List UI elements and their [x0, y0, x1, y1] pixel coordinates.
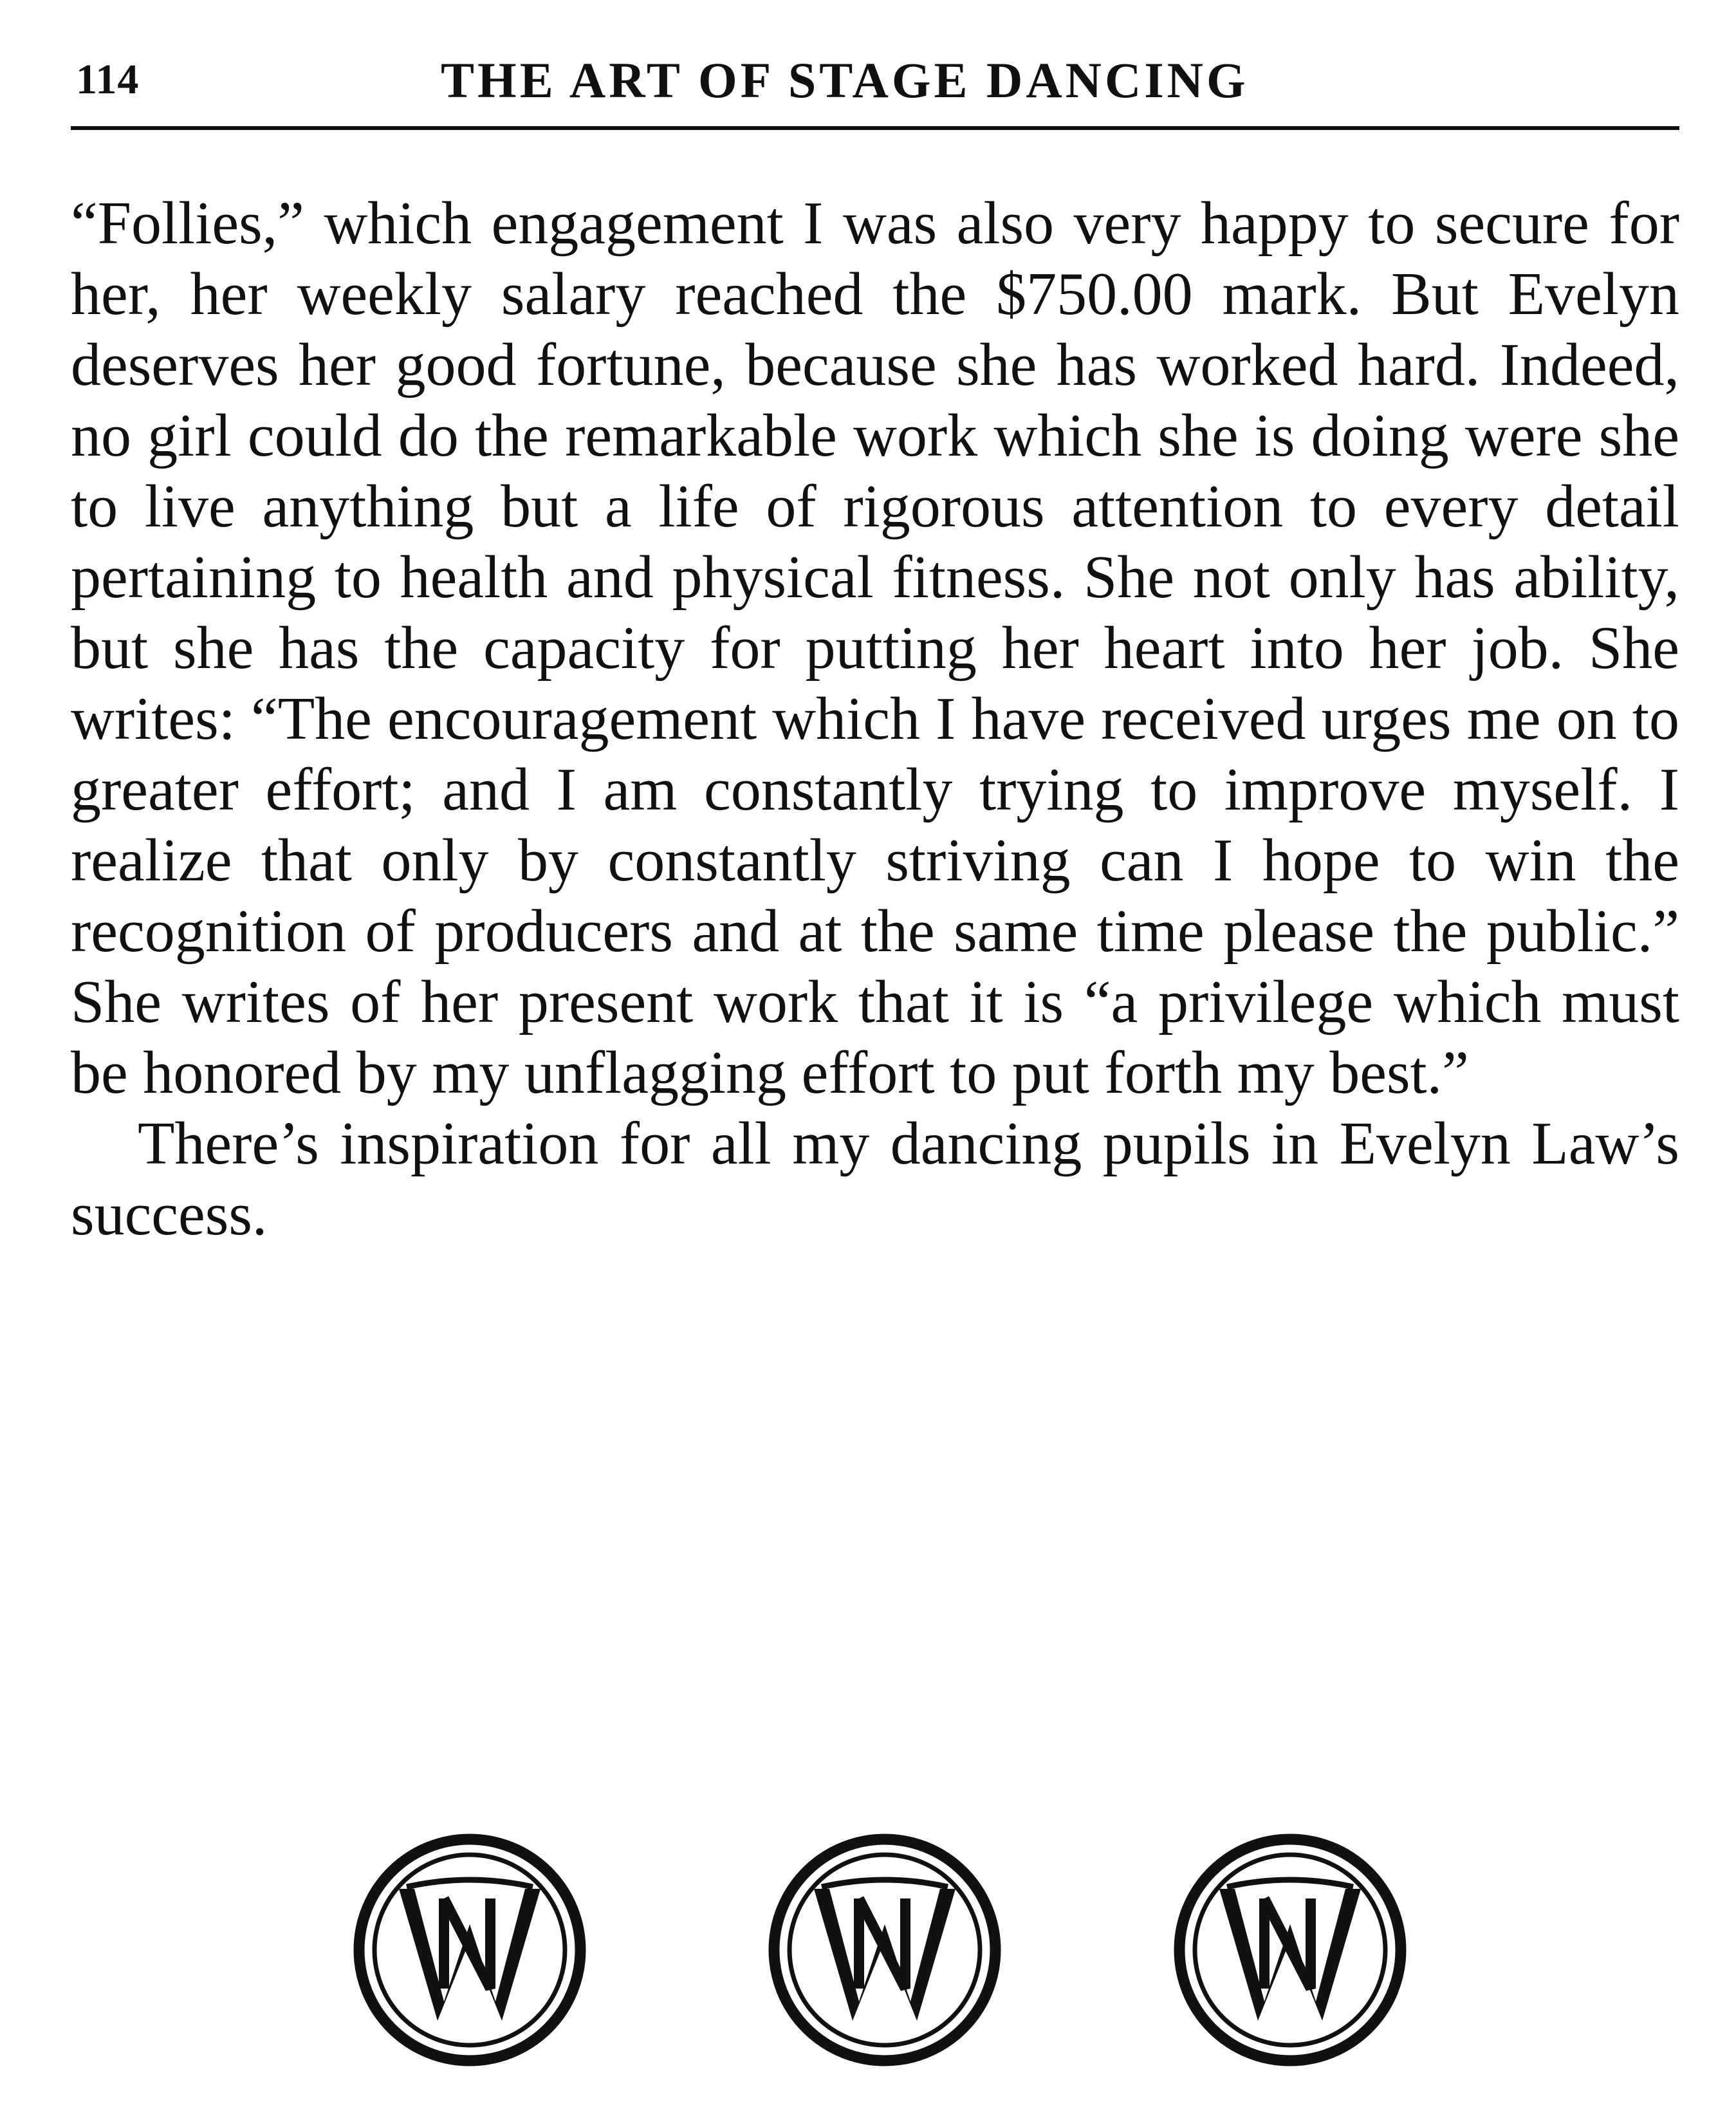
page-header	[71, 51, 1679, 129]
page-number: 114	[76, 56, 140, 103]
paragraph-salary-story: “Follies,” which engagement I was also very happy to secure for her, her weekly salary reached the $750.00 mark. But Evelyn deserves her good fortune, because she has worked hard. Indeed, no girl could do the remarkable work which she is doing were she to live anything but a life of rigorous attention to every detail pertaining to health and physical fitness. She not only has ability, but she has the capacity for putting her heart into her job. She writes: “The encouragement which I have received urges me on to greater effort; and I am constantly trying to improve myself. I realize that only by constantly striving can I hope to win the recognition of producers and at the same time please the public.” She writes of her present work that it is “a privilege which must be honored by my unflagging effort to put forth my best.”	[71, 190, 1679, 1106]
header-rule	[71, 126, 1679, 130]
ornament-row	[0, 1828, 1736, 2072]
running-title: THE ART OF STAGE DANCING	[441, 52, 1249, 108]
monogram-seal-icon	[762, 1828, 1007, 2072]
paragraph-inspiration: There’s inspiration for all my dancing pupils in Evelyn Law’s success.	[71, 1110, 1679, 1248]
monogram-seal-icon	[347, 1828, 592, 2072]
monogram-seal-icon	[1168, 1828, 1412, 2072]
body-text	[71, 188, 1679, 1250]
